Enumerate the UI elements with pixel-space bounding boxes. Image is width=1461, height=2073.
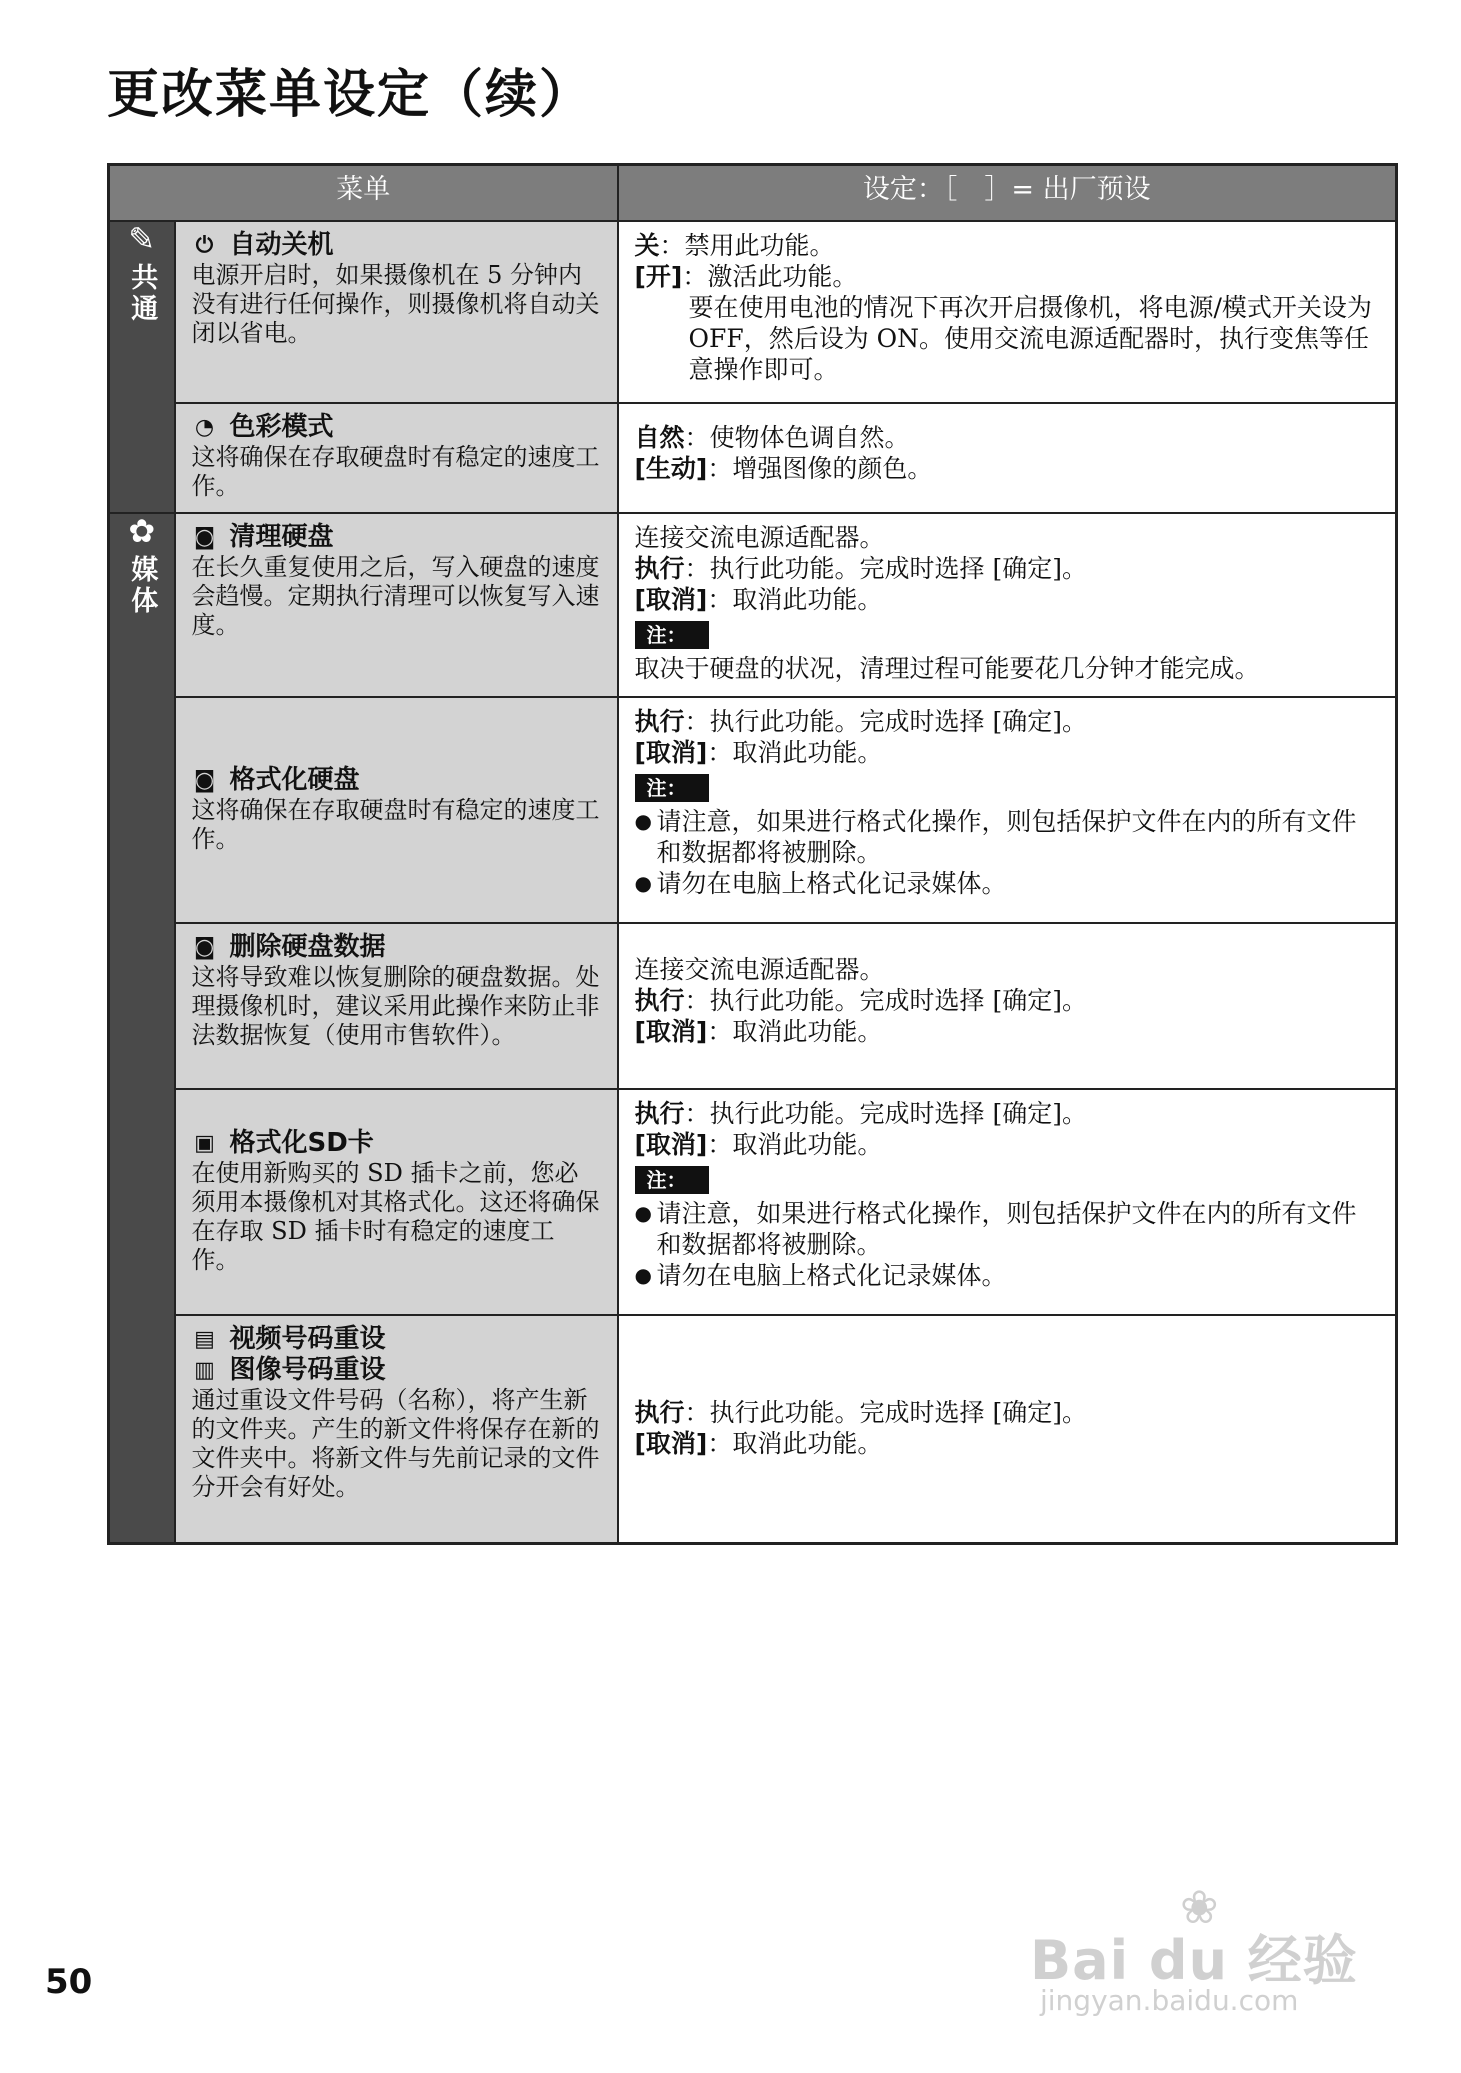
option-text: ：增强图像的颜色。 (707, 454, 933, 483)
option-execute[interactable]: 执行 (634, 1099, 685, 1128)
settings-cell (618, 697, 1397, 923)
menu-settings-table (107, 163, 1398, 1545)
settings-cell (618, 513, 1397, 697)
option-vivid[interactable]: [生动] (634, 454, 708, 483)
menu-item-color-mode[interactable] (175, 403, 618, 513)
item-description: 这将确保在存取硬盘时有稳定的速度工作。 (191, 795, 600, 853)
table-row (109, 923, 1397, 1089)
option-cancel[interactable]: [取消] (634, 1130, 708, 1159)
note-badge: 注： (635, 774, 709, 802)
settings-cell (618, 923, 1397, 1089)
option-text: ：执行此功能。完成时选择 [确定]。 (684, 986, 1087, 1015)
watermark-url: jingyan.baidu.com (1040, 1984, 1299, 2017)
option-text: ：取消此功能。 (707, 1017, 883, 1046)
item-title: 视频号码重设 (229, 1324, 386, 1354)
option-text: ：取消此功能。 (707, 585, 883, 614)
menu-item-format-hdd[interactable] (175, 697, 618, 923)
item-description: 电源开启时，如果摄像机在 5 分钟内没有进行任何操作，则摄像机将自动关闭以省电。 (191, 261, 600, 347)
precondition-text: 连接交流电源适配器。 (634, 955, 885, 984)
option-note: 要在使用电池的情况下再次开启摄像机，将电源/模式开关设为 OFF，然后设为 ON。使用交流电源适配器时，执行变焦等任意操作即可。 (688, 293, 1372, 384)
item-title: 格式化硬盘 (229, 764, 360, 795)
note-badge: 注： (635, 621, 709, 649)
note-text: 取决于硬盘的状况，清理过程可能要花几分钟才能完成。 (634, 654, 1260, 683)
table-row (109, 697, 1397, 923)
menu-item-clean-hdd[interactable] (175, 513, 618, 697)
watermark (1030, 1880, 1390, 2020)
media-gear-icon: ✿ (128, 512, 156, 550)
option-text: ：取消此功能。 (707, 1428, 883, 1458)
settings-cell (618, 403, 1397, 513)
option-execute[interactable]: 执行 (634, 554, 685, 583)
clean-hdd-icon: ◙ (193, 525, 216, 550)
menu-item-number-reset[interactable] (175, 1315, 618, 1543)
table-row (109, 1089, 1397, 1315)
format-sd-icon: ▣ (194, 1131, 215, 1156)
option-execute[interactable]: 执行 (634, 986, 685, 1015)
option-cancel[interactable]: [取消] (634, 1017, 708, 1046)
item-title-secondary: 图像号码重设 (229, 1355, 386, 1385)
option-text: ：执行此功能。完成时选择 [确定]。 (684, 707, 1087, 736)
option-text: ：激活此功能。 (682, 262, 858, 291)
note-bullets (635, 1198, 1380, 1291)
list-item: ● 请注意，如果进行格式化操作，则包括保护文件在内的所有文件和数据都将被删除。 (635, 806, 1380, 868)
menu-item-format-sd[interactable] (175, 1089, 618, 1315)
item-title: 格式化SD卡 (229, 1128, 374, 1158)
option-cancel[interactable]: [取消] (634, 738, 708, 767)
option-text: ：执行此功能。完成时选择 [确定]。 (684, 1099, 1087, 1128)
color-mode-icon: ◔ (194, 415, 215, 440)
item-description: 这将导致难以恢复删除的硬盘数据。处理摄像机时，建议采用此操作来防止非法数据恢复（使用市售软件）。 (191, 963, 600, 1049)
page-title: 更改菜单设定（续） (107, 65, 594, 125)
video-number-icon: ▤ (194, 1327, 215, 1352)
category-common (109, 221, 175, 513)
settings-cell (618, 221, 1397, 403)
table-row (109, 221, 1397, 403)
option-on[interactable]: [开] (634, 262, 683, 291)
option-execute[interactable]: 执行 (634, 707, 685, 736)
menu-item-delete-hdd-data[interactable] (175, 923, 618, 1089)
item-title: 色彩模式 (229, 412, 334, 442)
option-text: ：使物体色调自然。 (684, 423, 910, 452)
watermark-brand: Bai du 经验 (1030, 1929, 1358, 1992)
item-title: 自动关机 (229, 230, 334, 260)
table-row (109, 513, 1397, 697)
option-execute[interactable]: 执行 (634, 1397, 685, 1427)
item-description: 在使用新购买的 SD 插卡之前，您必须用本摄像机对其格式化。这还将确保在存取 SD 插卡时有稳定的速度工作。 (191, 1159, 600, 1274)
settings-cell (618, 1315, 1397, 1543)
header-settings: 设定：［ ］= 出厂预设 (618, 165, 1397, 222)
wrench-icon: ✎ (128, 220, 156, 258)
delete-hdd-data-icon: ◙ (193, 935, 216, 960)
option-cancel[interactable]: [取消] (634, 1428, 708, 1458)
category-label: 媒体 (126, 555, 158, 617)
image-number-icon: ▥ (194, 1358, 215, 1383)
option-text: ：禁用此功能。 (659, 231, 835, 260)
page-number: 50 (45, 1962, 93, 2002)
category-label: 共通 (126, 263, 158, 325)
item-title: 清理硬盘 (229, 522, 334, 552)
precondition-text: 连接交流电源适配器。 (634, 523, 885, 552)
table-header-row (109, 165, 1397, 222)
table-row (109, 1315, 1397, 1543)
option-natural[interactable]: 自然 (634, 423, 685, 452)
note-bullets (635, 806, 1380, 899)
option-text: ：执行此功能。完成时选择 [确定]。 (684, 554, 1087, 583)
paw-icon: ❀ (1180, 1880, 1219, 1934)
item-description: 通过重设文件号码（名称），将产生新的文件夹。产生的新文件将保存在新的文件夹中。将新文件与先前记录的文件分开会有好处。 (191, 1386, 600, 1501)
option-off[interactable]: 关 (634, 231, 660, 260)
item-description: 这将确保在存取硬盘时有稳定的速度工作。 (191, 443, 600, 500)
list-item: ● 请注意，如果进行格式化操作，则包括保护文件在内的所有文件和数据都将被删除。 (635, 1198, 1380, 1260)
settings-cell (618, 1089, 1397, 1315)
item-title: 删除硬盘数据 (229, 932, 386, 962)
option-text: ：取消此功能。 (707, 738, 883, 767)
header-menu: 菜单 (109, 165, 618, 222)
option-cancel[interactable]: [取消] (634, 585, 708, 614)
auto-off-icon: ⏻ (195, 233, 214, 258)
option-text: ：执行此功能。完成时选择 [确定]。 (684, 1397, 1087, 1427)
list-item: ● 请勿在电脑上格式化记录媒体。 (635, 1260, 1380, 1291)
note-badge: 注： (635, 1166, 709, 1194)
category-media (109, 513, 175, 1543)
menu-item-auto-power-off[interactable] (175, 221, 618, 403)
table-row (109, 403, 1397, 513)
item-description: 在长久重复使用之后，写入硬盘的速度会趋慢。定期执行清理可以恢复写入速度。 (191, 553, 600, 639)
list-item: ● 请勿在电脑上格式化记录媒体。 (635, 868, 1380, 899)
format-hdd-icon: ◙ (193, 767, 216, 793)
option-text: ：取消此功能。 (707, 1130, 883, 1159)
